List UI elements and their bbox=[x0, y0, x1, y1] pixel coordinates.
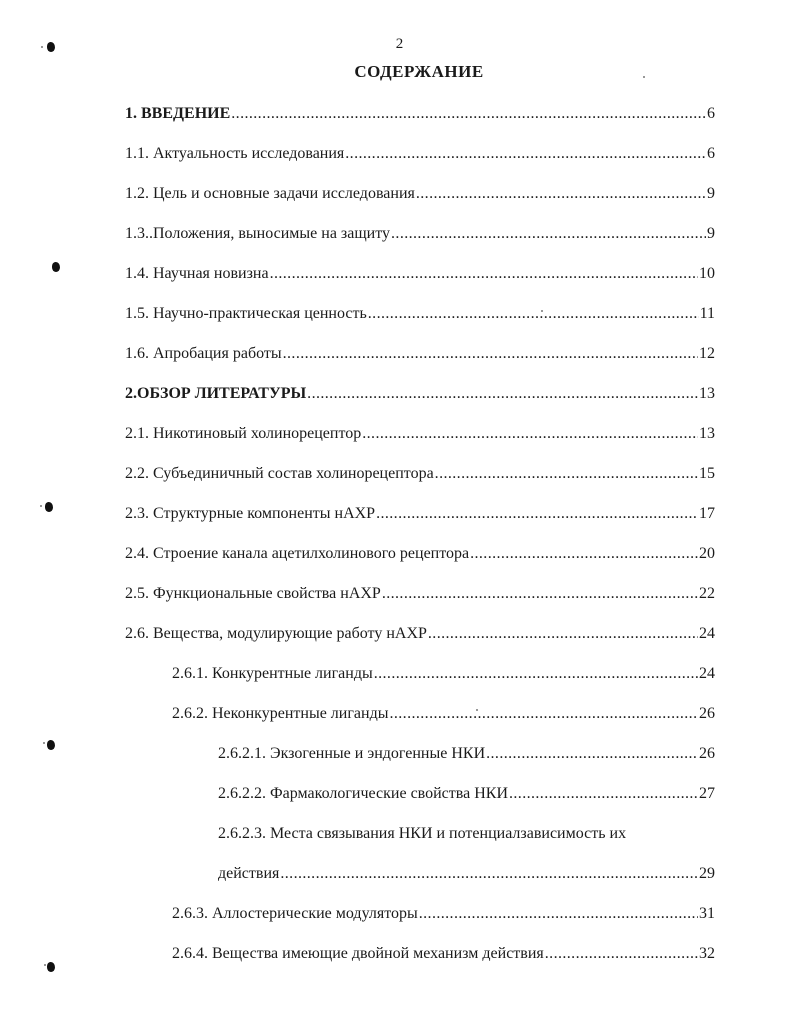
toc-entry-label: 2.ОБЗОР ЛИТЕРАТУРЫ bbox=[125, 385, 307, 402]
toc-entry-page: 6 bbox=[707, 145, 715, 162]
toc-entry-label: 2.4. Строение канала ацетилхолинового рецептора bbox=[125, 545, 470, 562]
toc-entry-page: 20 bbox=[699, 545, 715, 562]
punch-hole-mark bbox=[52, 262, 60, 272]
toc-entry-label: 1. ВВЕДЕНИЕ bbox=[125, 105, 231, 122]
punch-hole-mark bbox=[47, 962, 55, 972]
dot-leader bbox=[362, 423, 698, 445]
toc-entry-2-6-1[interactable] bbox=[172, 663, 715, 685]
toc-entry-2-4[interactable] bbox=[125, 543, 715, 565]
dot-leader bbox=[470, 543, 698, 565]
toc-entry-label: 2.1. Никотиновый холинорецептор bbox=[125, 425, 362, 442]
toc-entry-2-6-2[interactable] bbox=[172, 703, 715, 725]
toc-entry-page: 24 bbox=[699, 665, 715, 682]
punch-hole-mark bbox=[45, 502, 53, 512]
toc-entry-page: 13 bbox=[699, 385, 715, 402]
toc-entry-page: 32 bbox=[699, 945, 715, 962]
toc-entry-2-6-3[interactable] bbox=[172, 903, 715, 925]
toc-entry-label: 1.4. Научная новизна bbox=[125, 265, 269, 282]
toc-entry-label: 1.5. Научно-практическая ценность bbox=[125, 305, 367, 322]
toc-entry-label: 1.2. Цель и основные задачи исследования bbox=[125, 185, 415, 202]
toc-entry-1-2[interactable] bbox=[125, 183, 715, 205]
toc-entry-page: 11 bbox=[699, 305, 715, 322]
toc-entry-page: 10 bbox=[699, 265, 715, 282]
toc-entry-2-6-2-1[interactable] bbox=[218, 743, 715, 765]
toc-entry-label: 2.3. Структурные компоненты нАХР bbox=[125, 505, 376, 522]
dot-leader bbox=[509, 783, 698, 805]
toc-entry-literature-review[interactable] bbox=[125, 383, 715, 405]
scan-speck bbox=[643, 76, 645, 78]
toc-entry-label: 2.2. Субъединичный состав холинорецептора bbox=[125, 465, 434, 482]
toc-entry-page: 24 bbox=[699, 625, 715, 642]
toc-entry-page: 9 bbox=[707, 185, 715, 202]
toc-entry-label: 1.1. Актуальность исследования bbox=[125, 145, 345, 162]
dot-leader bbox=[280, 863, 698, 885]
dot-leader bbox=[435, 463, 698, 485]
toc-entry-1-3[interactable] bbox=[125, 223, 715, 245]
dot-leader bbox=[368, 303, 699, 325]
dot-leader bbox=[345, 143, 706, 165]
scan-speck bbox=[40, 505, 42, 507]
dot-leader bbox=[231, 103, 706, 125]
toc-entry-page: 22 bbox=[699, 585, 715, 602]
toc-entry-1-4[interactable] bbox=[125, 263, 715, 285]
dot-leader bbox=[307, 383, 698, 405]
toc-entry-label: действия bbox=[218, 865, 280, 882]
toc-entry-page: 12 bbox=[699, 345, 715, 362]
toc-entry-2-2[interactable] bbox=[125, 463, 715, 485]
toc-entry-2-6-4[interactable] bbox=[172, 943, 715, 965]
toc-entry-2-5[interactable] bbox=[125, 583, 715, 605]
toc-entry-label: 2.6.2. Неконкурентные лиганды bbox=[172, 705, 389, 722]
toc-entry-introduction[interactable] bbox=[125, 103, 715, 125]
scan-speck bbox=[476, 709, 478, 711]
toc-entry-page: 26 bbox=[699, 705, 715, 722]
dot-leader bbox=[428, 623, 698, 645]
scan-speck bbox=[44, 964, 46, 966]
toc-entry-label: 2.6. Вещества, модулирующие работу нАХР bbox=[125, 625, 427, 642]
toc-entry-page: 27 bbox=[699, 785, 715, 802]
toc-entry-label: 2.6.2.2. Фармакологические свойства НКИ bbox=[218, 785, 508, 802]
toc-entry-2-3[interactable] bbox=[125, 503, 715, 525]
punch-hole-mark bbox=[47, 42, 55, 52]
dot-leader bbox=[416, 183, 706, 205]
toc-entry-1-5[interactable] bbox=[125, 303, 715, 325]
toc-entry-label: 1.3..Положения, выносимые на защиту bbox=[125, 225, 391, 242]
toc-entry-2-6[interactable] bbox=[125, 623, 715, 645]
toc-entry-page: 15 bbox=[699, 465, 715, 482]
scan-speck bbox=[43, 742, 45, 744]
toc-entry-2-6-2-3[interactable] bbox=[218, 863, 715, 885]
toc-entry-label: 2.6.4. Вещества имеющие двойной механизм действия bbox=[172, 945, 544, 962]
toc-entry-2-6-2-3-line1[interactable]: 2.6.2.3. Места связывания НКИ и потенциалзависимость их bbox=[218, 825, 627, 842]
dot-leader bbox=[374, 663, 698, 685]
page-number: 2 bbox=[395, 36, 404, 52]
dot-leader bbox=[419, 903, 698, 925]
toc-entry-page: 26 bbox=[699, 745, 715, 762]
dot-leader bbox=[486, 743, 698, 765]
toc-entry-page: 17 bbox=[699, 505, 715, 522]
dot-leader bbox=[391, 223, 706, 245]
dot-leader bbox=[283, 343, 698, 365]
dot-leader bbox=[376, 503, 698, 525]
toc-entry-1-1[interactable] bbox=[125, 143, 715, 165]
punch-hole-mark bbox=[47, 740, 55, 750]
toc-entry-2-6-2-2[interactable] bbox=[218, 783, 715, 805]
toc-entry-page: 9 bbox=[707, 225, 715, 242]
scan-speck bbox=[41, 46, 43, 48]
toc-entry-label: 2.6.3. Аллостерические модуляторы bbox=[172, 905, 418, 922]
dot-leader bbox=[382, 583, 698, 605]
toc-entry-page: 6 bbox=[707, 105, 715, 122]
dot-leader bbox=[545, 943, 698, 965]
toc-entry-label: 2.6.1. Конкурентные лиганды bbox=[172, 665, 373, 682]
toc-entry-label: 1.6. Апробация работы bbox=[125, 345, 282, 362]
toc-entry-page: 13 bbox=[699, 425, 715, 442]
dot-leader bbox=[389, 703, 698, 725]
document-title: СОДЕРЖАНИЕ bbox=[354, 62, 484, 81]
dot-leader bbox=[270, 263, 698, 285]
toc-entry-1-6[interactable] bbox=[125, 343, 715, 365]
toc-entry-label: 2.5. Функциональные свойства нАХР bbox=[125, 585, 381, 602]
toc-entry-2-1[interactable] bbox=[125, 423, 715, 445]
toc-entry-page: 31 bbox=[699, 905, 715, 922]
scan-speck bbox=[541, 310, 543, 312]
toc-entry-page: 29 bbox=[699, 865, 715, 882]
toc-entry-label: 2.6.2.1. Экзогенные и эндогенные НКИ bbox=[218, 745, 486, 762]
